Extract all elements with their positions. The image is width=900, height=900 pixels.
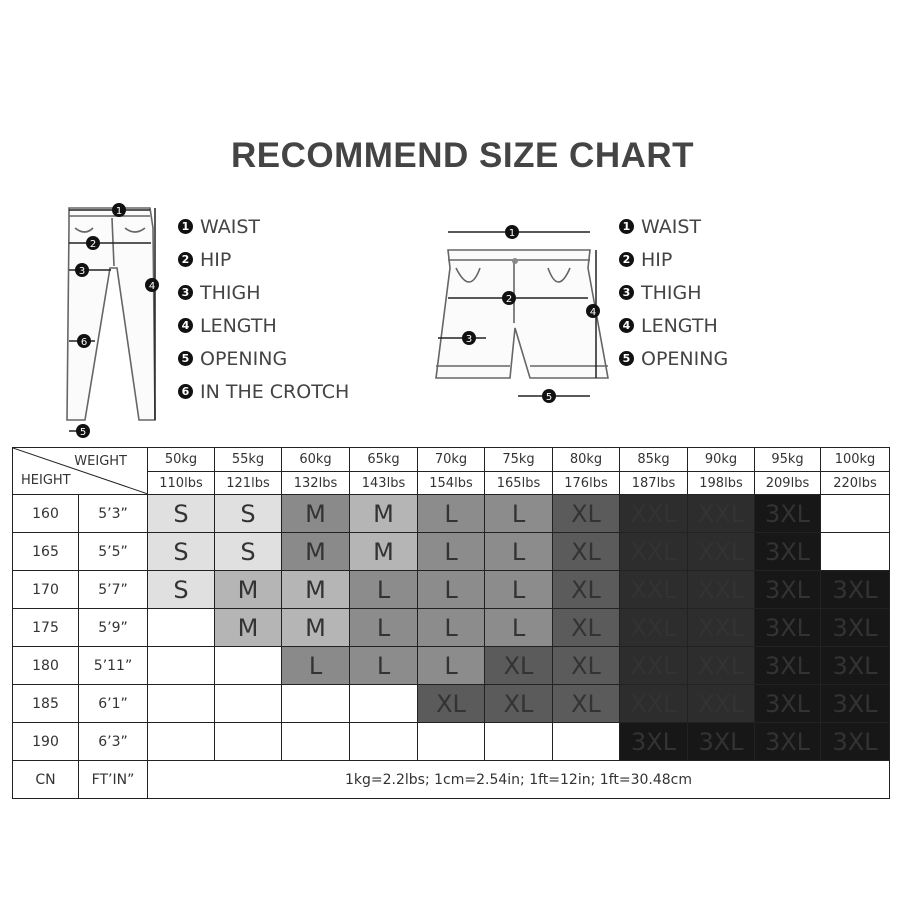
size-cell: 3XL: [821, 571, 890, 609]
pants-legend-item: 5 OPENING: [178, 342, 349, 375]
size-cell: L: [485, 571, 553, 609]
weight-kg: 65kg: [350, 448, 418, 472]
weight-kg: 80kg: [553, 448, 620, 472]
size-cell: XXL: [688, 495, 755, 533]
pants-legend-item: 6 IN THE CROTCH: [178, 375, 349, 408]
size-cell: 3XL: [821, 647, 890, 685]
size-cell: 3XL: [755, 495, 821, 533]
weight-lbs: 220lbs: [821, 472, 890, 495]
svg-text:5: 5: [79, 427, 87, 438]
size-cell: [215, 647, 282, 685]
shorts-legend-item: 5 OPENING: [619, 342, 728, 375]
size-cell: M: [282, 609, 350, 647]
size-cell: L: [350, 609, 418, 647]
table-row: [13, 533, 890, 571]
pants-legend-item: 2 HIP: [178, 243, 349, 276]
size-cell: [148, 609, 215, 647]
size-cell: [350, 685, 418, 723]
size-cell: M: [282, 571, 350, 609]
weight-kg: 60kg: [282, 448, 350, 472]
size-cell: [418, 723, 485, 761]
weight-kg: 75kg: [485, 448, 553, 472]
size-cell: XL: [553, 685, 620, 723]
size-cell: [821, 533, 890, 571]
height-cm: 190: [13, 723, 79, 761]
size-cell: S: [148, 571, 215, 609]
size-cell: XXL: [620, 495, 688, 533]
size-cell: XXL: [620, 647, 688, 685]
size-cell: M: [282, 495, 350, 533]
height-cm: 165: [13, 533, 79, 571]
size-cell: XXL: [688, 685, 755, 723]
size-cell: L: [418, 647, 485, 685]
size-cell: [282, 685, 350, 723]
height-cm: 170: [13, 571, 79, 609]
size-cell: XXL: [688, 571, 755, 609]
svg-text:5: 5: [545, 392, 553, 403]
weight-lbs: 209lbs: [755, 472, 821, 495]
size-cell: 3XL: [620, 723, 688, 761]
table-row: [13, 571, 890, 609]
size-cell: XXL: [688, 647, 755, 685]
size-cell: S: [215, 495, 282, 533]
height-ft: 5’11”: [79, 647, 148, 685]
size-cell: XXL: [620, 609, 688, 647]
size-cell: [821, 495, 890, 533]
height-label: HEIGHT: [21, 473, 71, 488]
weight-kg: 70kg: [418, 448, 485, 472]
page-title: RECOMMEND SIZE CHART: [230, 136, 695, 175]
shorts-legend-item: 4 LENGTH: [619, 309, 728, 342]
size-cell: 3XL: [821, 609, 890, 647]
size-cell: L: [350, 571, 418, 609]
shorts-legend-item: 3 THIGH: [619, 276, 728, 309]
size-cell: XL: [553, 647, 620, 685]
pants-legend-item: 4 LENGTH: [178, 309, 349, 342]
size-cell: 3XL: [688, 723, 755, 761]
shorts-legend-item: 2 HIP: [619, 243, 728, 276]
conversion-note: 1kg=2.2lbs; 1cm=2.54in; 1ft=12in; 1ft=30.48cm: [148, 761, 890, 799]
svg-text:1: 1: [115, 206, 123, 217]
weight-lbs: 187lbs: [620, 472, 688, 495]
size-cell: [553, 723, 620, 761]
size-cell: 3XL: [755, 647, 821, 685]
table-row: [13, 647, 890, 685]
weight-label: WEIGHT: [74, 454, 127, 469]
table-row: [13, 609, 890, 647]
table-row: [13, 495, 890, 533]
shorts-legend-item: 1 WAIST: [619, 210, 728, 243]
weight-lbs: 154lbs: [418, 472, 485, 495]
pants-legend-item: 3 THIGH: [178, 276, 349, 309]
size-cell: XL: [485, 685, 553, 723]
weight-lbs: 198lbs: [688, 472, 755, 495]
size-cell: XXL: [688, 609, 755, 647]
weight-kg: 90kg: [688, 448, 755, 472]
size-cell: [148, 723, 215, 761]
size-cell: 3XL: [755, 685, 821, 723]
height-cm: 160: [13, 495, 79, 533]
size-cell: S: [148, 495, 215, 533]
size-cell: XL: [485, 647, 553, 685]
height-ft: 5’3”: [79, 495, 148, 533]
shorts-legend: [619, 210, 728, 375]
size-cell: S: [215, 533, 282, 571]
size-cell: XL: [553, 609, 620, 647]
height-cm: 175: [13, 609, 79, 647]
size-cell: [148, 647, 215, 685]
size-cell: S: [148, 533, 215, 571]
height-ft: 5’7”: [79, 571, 148, 609]
weight-lbs: 176lbs: [553, 472, 620, 495]
height-cm: 180: [13, 647, 79, 685]
size-cell: L: [485, 495, 553, 533]
size-table: [12, 447, 890, 799]
pants-diagram: [55, 198, 170, 443]
footer-cn: CN: [13, 761, 79, 799]
size-cell: [350, 723, 418, 761]
height-ft: 5’5”: [79, 533, 148, 571]
weight-kg: 95kg: [755, 448, 821, 472]
weight-lbs: 143lbs: [350, 472, 418, 495]
size-cell: 3XL: [821, 723, 890, 761]
weight-kg: 85kg: [620, 448, 688, 472]
size-cell: XL: [418, 685, 485, 723]
size-cell: XL: [553, 571, 620, 609]
svg-text:3: 3: [78, 266, 86, 277]
svg-text:4: 4: [589, 307, 597, 318]
height-ft: 6’3”: [79, 723, 148, 761]
weight-kg: 100kg: [821, 448, 890, 472]
size-cell: 3XL: [755, 723, 821, 761]
table-row: [13, 723, 890, 761]
size-cell: L: [418, 495, 485, 533]
weight-kg: 55kg: [215, 448, 282, 472]
size-cell: 3XL: [755, 533, 821, 571]
size-cell: 3XL: [755, 571, 821, 609]
weight-lbs: 132lbs: [282, 472, 350, 495]
size-cell: [148, 685, 215, 723]
table-corner-header: [13, 448, 148, 495]
size-cell: M: [215, 609, 282, 647]
size-cell: M: [350, 495, 418, 533]
svg-text:6: 6: [80, 337, 88, 348]
size-cell: L: [350, 647, 418, 685]
svg-text:2: 2: [89, 239, 97, 250]
size-cell: M: [350, 533, 418, 571]
svg-text:1: 1: [508, 228, 516, 239]
shorts-diagram: [430, 218, 610, 408]
pants-legend-item: 1 WAIST: [178, 210, 349, 243]
size-cell: XXL: [620, 571, 688, 609]
weight-kg: 50kg: [148, 448, 215, 472]
size-cell: L: [485, 533, 553, 571]
height-ft: 5’9”: [79, 609, 148, 647]
svg-text:2: 2: [505, 294, 513, 305]
size-cell: XXL: [620, 685, 688, 723]
weight-lbs: 165lbs: [485, 472, 553, 495]
size-cell: L: [418, 571, 485, 609]
size-cell: XL: [553, 495, 620, 533]
size-cell: [282, 723, 350, 761]
size-cell: XXL: [620, 533, 688, 571]
height-ft: 6’1”: [79, 685, 148, 723]
footer-ftin: FT’IN”: [79, 761, 148, 799]
pants-legend: [178, 210, 349, 408]
table-row: [13, 685, 890, 723]
size-cell: L: [418, 609, 485, 647]
height-cm: 185: [13, 685, 79, 723]
table-footer: [13, 761, 890, 799]
size-cell: [215, 685, 282, 723]
size-cell: 3XL: [821, 685, 890, 723]
weight-lbs: 110lbs: [148, 472, 215, 495]
weight-lbs: 121lbs: [215, 472, 282, 495]
svg-text:3: 3: [465, 334, 473, 345]
size-cell: L: [485, 609, 553, 647]
size-cell: XL: [553, 533, 620, 571]
size-cell: L: [418, 533, 485, 571]
size-cell: M: [215, 571, 282, 609]
size-cell: XXL: [688, 533, 755, 571]
size-cell: M: [282, 533, 350, 571]
size-cell: 3XL: [755, 609, 821, 647]
size-cell: L: [282, 647, 350, 685]
svg-text:4: 4: [148, 281, 156, 292]
size-cell: [485, 723, 553, 761]
size-cell: [215, 723, 282, 761]
